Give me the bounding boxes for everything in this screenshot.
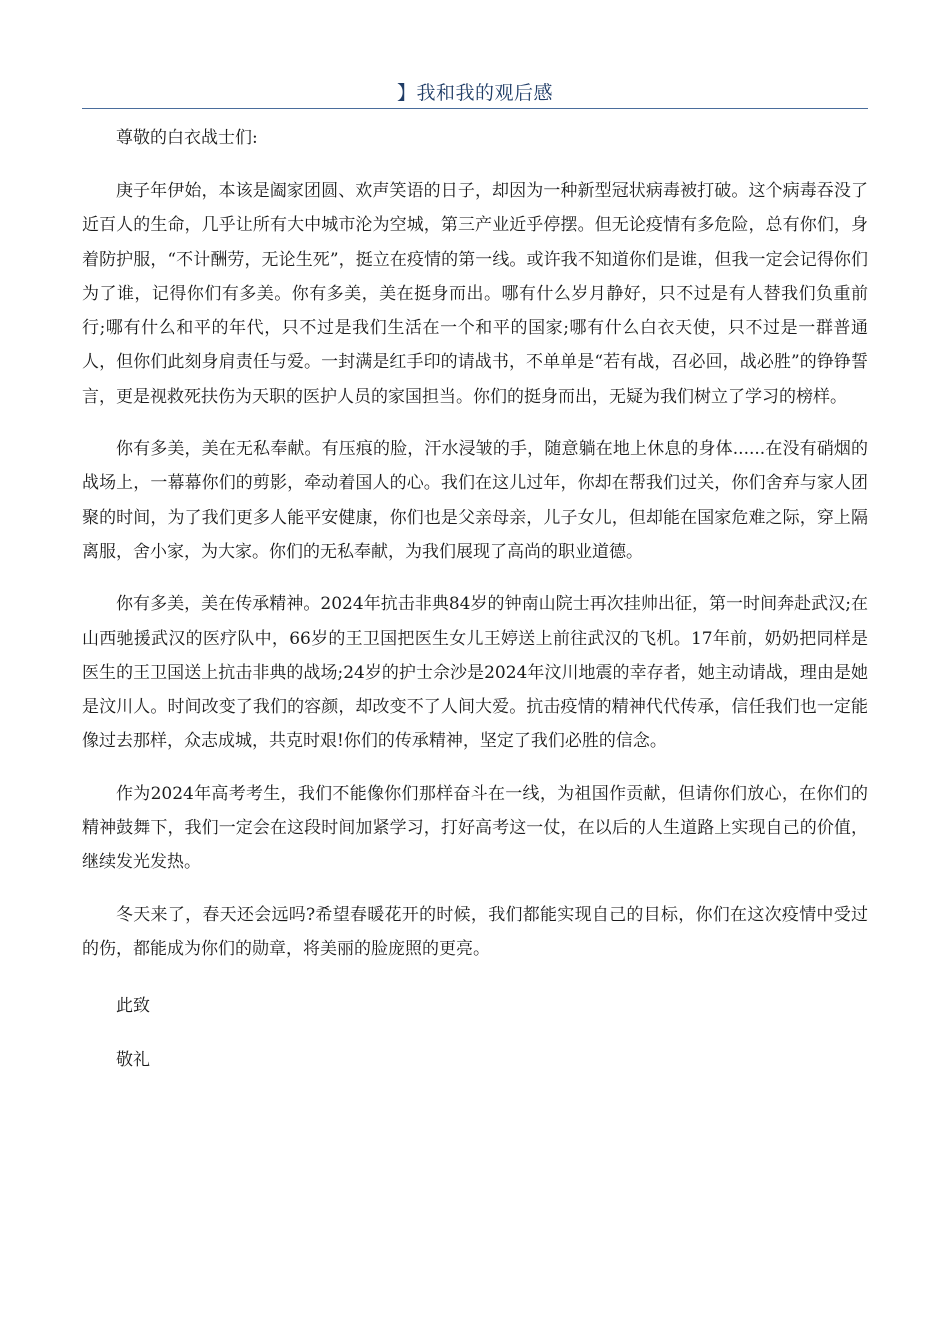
paragraph: 作为2024年高考考生，我们不能像你们那样奋斗在一线，为祖国作贡献，但请你们放心，在你们的精神鼓舞下，我们一定会在这段时间加紧学习，打好高考这一仗，在以后的人生道路上实现自己的价值，继续发光发热。 bbox=[82, 783, 868, 873]
letter-body bbox=[82, 124, 868, 1074]
paragraph: 你有多美，美在无私奉献。有压痕的脸，汗水浸皱的手，随意躺在地上休息的身体......在没有硝烟的战场上，一幕幕你们的剪影，牵动着国人的心。我们在这儿过年，你却在帮我们过关，你们舍弃与家人团聚的时间，为了我们更多人能平安健康，你们也是父亲母亲，儿子女儿，但却能在国家危难之际，穿上隔离服，舍小家，为大家。你们的无私奉献，为我们展现了高尚的职业道德。 bbox=[82, 439, 868, 562]
page-header bbox=[82, 80, 868, 109]
closing-line: 敬礼 bbox=[116, 1050, 150, 1071]
paragraph: 庚子年伊始，本该是阖家团圆、欢声笑语的日子，却因为一种新型冠状病毒被打破。这个病毒吞没了近百人的生命，几乎让所有大中城市沦为空城，第三产业近乎停摆。但无论疫情有多危险，总有你们，身着防护服，“不计酬劳，无论生死”，挺立在疫情的第一线。或许我不知道你们是谁，但我一定会记得你们为了谁，记得你们有多美。你有多美，美在挺身而出。哪有什么岁月静好，只不过是有人替我们负重前行;哪有什么和平的年代，只不过是我们生活在一个和平的国家;哪有什么白衣天使，只不过是一群普通人，但你们此刻身肩责任与爱。一封满是红手印的请战书，不单单是“若有战，召必回，战必胜”的铮铮誓言，更是视救死扶伤为天职的医护人员的家国担当。你们的挺身而出，无疑为我们树立了学习的榜样。 bbox=[82, 181, 868, 407]
paragraph: 你有多美，美在传承精神。2024年抗击非典84岁的钟南山院士再次挂帅出征，第一时间奔赴武汉;在山西驰援武汉的医疗队中，66岁的王卫国把医生女儿王婷送上前往武汉的飞机。17年前，奶奶把同样是医生的王卫国送上抗击非典的战场;24岁的护士佘沙是2024年汶川地震的幸存者，她主动请战，理由是她是汶川人。时间改变了我们的容颜，却改变不了人间大爱。抗击疫情的精神代代传承，信任我们也一定能像过去那样，众志成城，共克时艰!你们的传承精神，坚定了我们必胜的信念。 bbox=[82, 594, 868, 752]
document-title: 】我和我的观后感 bbox=[396, 82, 553, 104]
salutation: 尊敬的白衣战士们: bbox=[116, 128, 258, 148]
closing-line: 此致 bbox=[116, 996, 150, 1017]
paragraph: 冬天来了，春天还会远吗?希望春暖花开的时候，我们都能实现自己的目标，你们在这次疫情中受过的伤，都能成为你们的勋章，将美丽的脸庞照的更亮。 bbox=[82, 904, 868, 959]
